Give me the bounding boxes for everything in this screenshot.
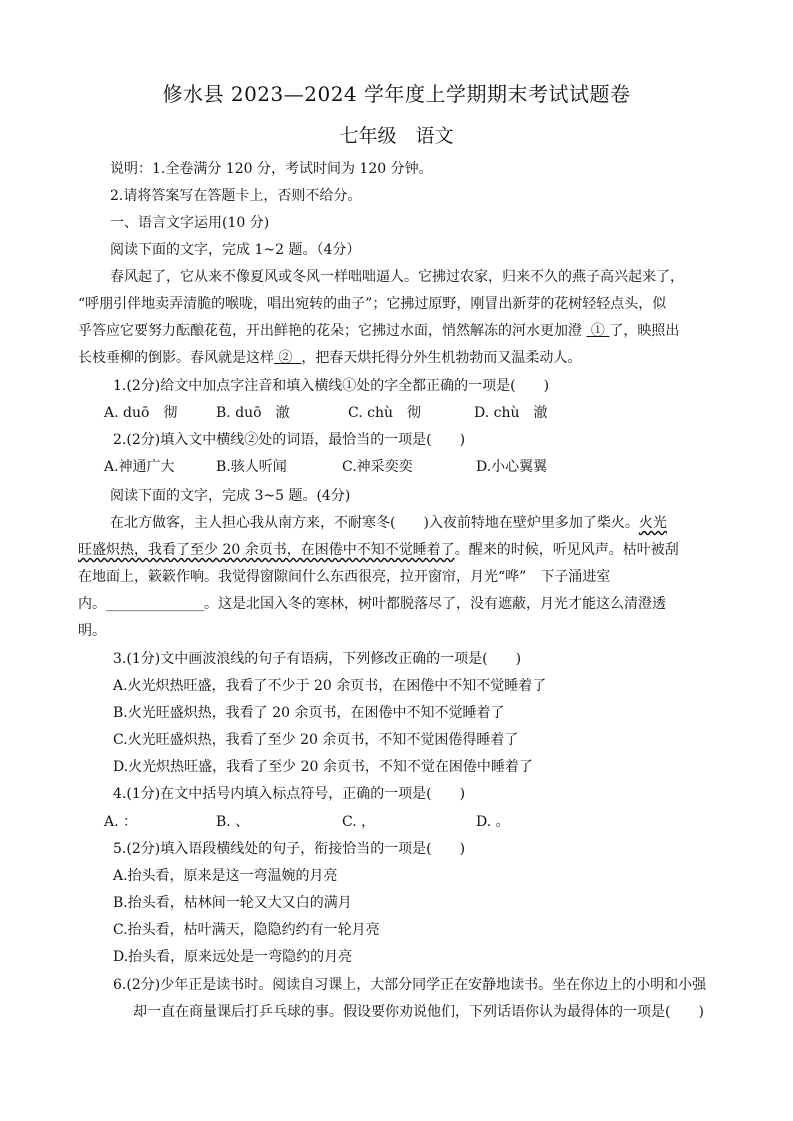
- q1-option-a: A. duō 彻: [104, 405, 178, 421]
- q3-option-d: D.火光炽热旺盛，我看了至少 20 余页书，不知不觉在困倦中睡着了: [113, 759, 533, 775]
- question-2-stem: 2.(2分)填入文中横线②处的词语，最恰当的一项是( ): [113, 432, 466, 448]
- q2-option-b: B.骇人听闻: [216, 459, 287, 475]
- exam-title: 修水县 2023—2024 学年度上学期期末考试试题卷: [162, 82, 631, 106]
- passage2-line: [78, 595, 666, 613]
- q1-option-d: D. chù 澈: [474, 405, 548, 421]
- q5-option-b: B.抬头看，枯林间一轮又大又白的满月: [113, 895, 352, 911]
- passage2-text: 。醒来的时候，听见风声。枯叶被刮: [454, 542, 679, 558]
- section-heading: 一、语言文字运用(10 分): [110, 215, 270, 231]
- passage1-text: 了，映照出: [609, 323, 680, 339]
- passage1-line: 春风起了，它从来不像夏风或冬风一样咄咄逼人。它拂过农家，归来不久的燕子高兴起来了，: [110, 269, 684, 285]
- passage2-line: 在地面上，簌簌作响。我觉得窗隙间什么东西很亮，拉开窗帘，月光“哗” 下子涌进室: [78, 569, 611, 585]
- q4-option-c: C. ，: [342, 814, 376, 830]
- blank-2: [274, 350, 301, 366]
- question-4-stem: 4.(1分)在文中括号内填入标点符号，正确的一项是( ): [113, 786, 466, 802]
- passage1-text: ，把春天烘托得分外生机勃勃而又温柔动人。: [301, 350, 582, 366]
- blank-1: [586, 323, 609, 339]
- passage1-intro: 阅读下面的文字，完成 1~2 题。（4分）: [110, 242, 361, 258]
- q2-option-c: C.神采奕奕: [342, 459, 413, 475]
- passage2-line: [110, 514, 667, 532]
- q4-option-a: A. ：: [104, 814, 138, 830]
- passage2-intro: 阅读下面的文字，完成 3~5 题。(4分): [110, 488, 351, 504]
- question-6-stem: 6.(2分)少年正是读书时。阅读自习课上，大部分同学正在安静地读书。坐在你边上的小明和小强: [113, 977, 707, 993]
- passage2-line: [78, 541, 679, 559]
- wavy-sentence: 旺盛炽热，我看了至少 20 余页书，在困倦中不知不觉睡着了: [78, 542, 455, 558]
- q2-option-a: A.神通广大: [104, 459, 175, 475]
- exam-subtitle: 七年级 语文: [339, 125, 454, 147]
- q5-option-d: D.抬头看，原来远处是一弯隐约的月亮: [113, 949, 353, 965]
- blank-2-label: ②: [278, 350, 293, 366]
- q4-option-b: B. 、: [216, 814, 250, 830]
- fill-blank: ______________: [106, 596, 204, 612]
- q1-option-c: C. chù 彻: [348, 405, 421, 421]
- q4-option-d: D. 。: [476, 814, 510, 830]
- blank-1-label: ①: [590, 323, 605, 339]
- wavy-sentence: 火光: [638, 515, 667, 531]
- passage1-text: 乎答应它要努力酝酿花苞，开出鲜艳的花朵；它拂过水面，悄然解冻的河水更加澄: [78, 323, 582, 339]
- passage2-text: 在北方做客，主人担心我从南方来，不耐寒冬( )入夜前特地在壁炉里多加了柴火。: [110, 515, 639, 531]
- instruction-2: 2.请将答案写在答题卡上，否则不给分。: [110, 188, 362, 204]
- passage1-text: 长枝垂柳的倒影。春风就是这样: [78, 350, 274, 366]
- q2-option-d: D.小心翼翼: [476, 459, 548, 475]
- question-6-stem-cont: 却一直在商量课后打乒乓球的事。假设要你劝说他们，下列话语你认为最得体的一项是( ): [133, 1004, 704, 1020]
- q1-option-b: B. duō 澈: [216, 405, 290, 421]
- q3-option-a: A.火光炽热旺盛，我看了不少于 20 余页书，在困倦中不知不觉睡着了: [113, 678, 547, 694]
- question-5-stem: 5.(2分)填入语段横线处的句子，衔接恰当的一项是( ): [113, 841, 466, 857]
- q5-option-a: A.抬头看，原来是这一弯温婉的月亮: [113, 868, 338, 884]
- question-1-stem: 1.(2分)给文中加点字注音和填入横线①处的字全都正确的一项是( ): [113, 378, 550, 394]
- passage1-line: “呼朋引伴地卖弄清脆的喉咙，唱出宛转的曲子”；它拂过原野，刚冒出新芽的花树轻轻点头，似: [78, 296, 667, 312]
- passage1-line: [78, 322, 679, 340]
- q3-option-b: B.火光旺盛炽热，我看了 20 余页书，在困倦中不知不觉睡着了: [113, 705, 505, 721]
- q5-option-c: C.抬头看，枯叶满天，隐隐约约有一轮月亮: [113, 922, 380, 938]
- passage2-text: 。这是北国入冬的寒林，树叶都脱落尽了，没有遮蔽，月光才能这么清澄透: [204, 596, 666, 612]
- passage2-text: 内。: [78, 596, 106, 612]
- passage1-line: [78, 349, 581, 367]
- passage2-line: 明。: [78, 623, 106, 639]
- q3-option-c: C.火光旺盛炽热，我看了至少 20 余页书，不知不觉困倦得睡着了: [113, 732, 519, 748]
- instruction-1: 说明：1.全卷满分 120 分，考试时间为 120 分钟。: [110, 161, 433, 177]
- question-3-stem: 3.(1分)文中画波浪线的句子有语病，下列修改正确的一项是( ): [113, 651, 522, 667]
